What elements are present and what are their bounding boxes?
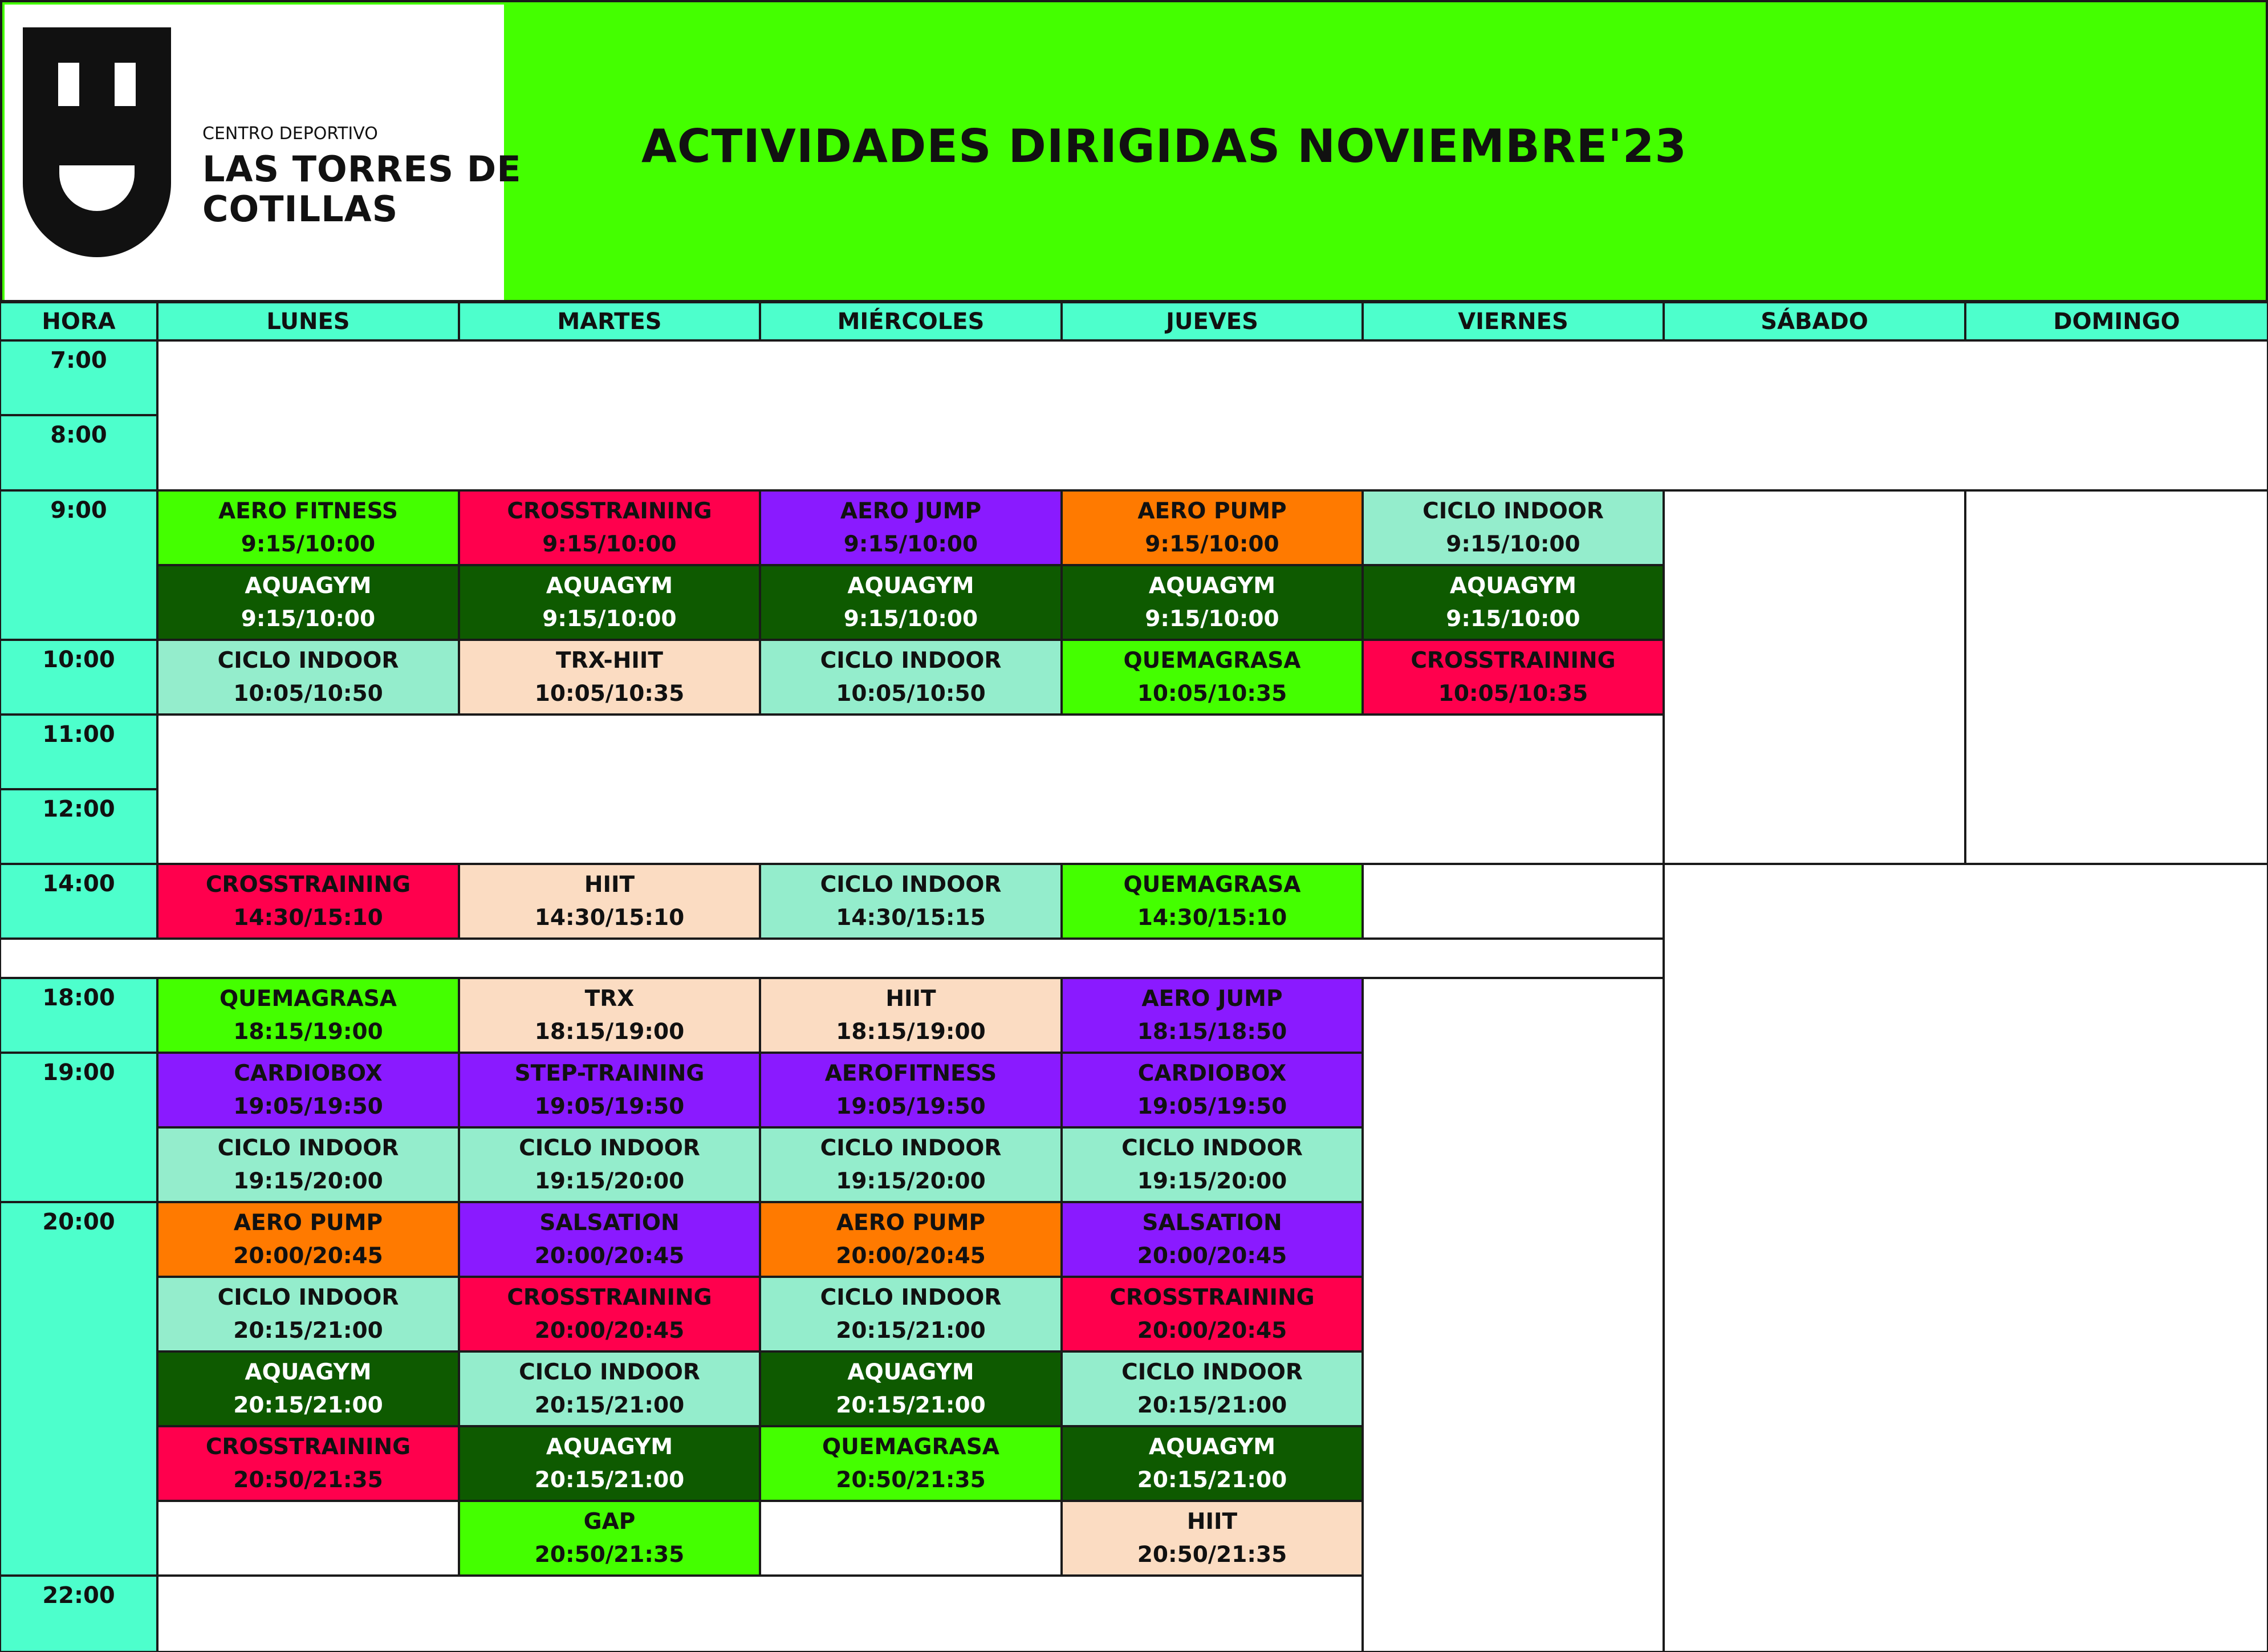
activity-cell xyxy=(1363,490,1664,565)
activity-time: 20:15/21:00 xyxy=(836,1317,986,1343)
activity-name: HIIT xyxy=(885,986,936,1012)
activity-time: 9:15/10:00 xyxy=(843,531,978,557)
activity-cell xyxy=(459,864,760,939)
activity-time: 18:15/19:00 xyxy=(836,1018,986,1045)
activity-time: 20:15/21:00 xyxy=(534,1467,685,1493)
activity-name: AERO FITNESS xyxy=(218,498,399,525)
activity-cell xyxy=(760,978,1062,1053)
activity-time: 9:15/10:00 xyxy=(843,606,978,632)
activity-name: GAP xyxy=(583,1509,636,1535)
activity-name: CROSSTRAINING xyxy=(507,498,712,525)
activity-cell xyxy=(760,1053,1062,1127)
activity-name: AQUAGYM xyxy=(847,573,974,599)
activity-name: AQUAGYM xyxy=(546,1434,673,1460)
activity-time: 20:15/21:00 xyxy=(233,1392,383,1418)
hour-label: 22:00 xyxy=(0,1576,157,1652)
activity-name: CARDIOBOX xyxy=(234,1061,383,1087)
activity-name: CICLO INDOOR xyxy=(1121,1135,1303,1162)
activity-name: STEP-TRAINING xyxy=(514,1061,705,1087)
activity-name: CARDIOBOX xyxy=(1137,1061,1287,1087)
activity-time: 20:15/21:00 xyxy=(534,1392,685,1418)
activity-time: 19:15/20:00 xyxy=(836,1168,986,1194)
activity-name: CICLO INDOOR xyxy=(519,1135,700,1162)
activity-name: CICLO INDOOR xyxy=(217,1135,399,1162)
activity-time: 20:00/20:45 xyxy=(1137,1317,1287,1343)
hour-label: 9:00 xyxy=(0,490,157,640)
activity-name: AERO PUMP xyxy=(836,1210,986,1236)
activity-time: 9:15/10:00 xyxy=(1145,531,1279,557)
activity-name: TRX-HIIT xyxy=(556,648,663,674)
hour-label: 10:00 xyxy=(0,640,157,715)
activity-time: 10:05/10:50 xyxy=(233,680,383,707)
activity-name: CICLO INDOOR xyxy=(217,1285,399,1311)
activity-cell xyxy=(157,490,459,565)
activity-cell xyxy=(1363,640,1664,715)
activity-time: 20:00/20:45 xyxy=(534,1317,685,1343)
activity-cell xyxy=(459,565,760,640)
activity-cell xyxy=(1062,864,1363,939)
activity-time: 9:15/10:00 xyxy=(241,531,376,557)
activity-name: AERO JUMP xyxy=(840,498,982,525)
activity-cell xyxy=(157,978,459,1053)
activity-cell xyxy=(459,1426,760,1501)
activity-time: 19:05/19:50 xyxy=(836,1093,986,1119)
activity-time: 20:15/21:00 xyxy=(836,1392,986,1418)
activity-time: 18:15/18:50 xyxy=(1137,1018,1287,1045)
activity-time: 20:15/21:00 xyxy=(1137,1392,1287,1418)
activity-time: 10:05/10:35 xyxy=(1137,680,1287,707)
activity-cell xyxy=(459,1053,760,1127)
empty-cell xyxy=(1363,864,1664,939)
activity-name: SALSATION xyxy=(539,1210,680,1236)
activity-cell xyxy=(157,565,459,640)
activity-time: 14:30/15:10 xyxy=(233,904,383,931)
activity-time: 10:05/10:35 xyxy=(1438,680,1588,707)
empty-cell xyxy=(157,715,1664,864)
hour-label: 7:00 xyxy=(0,340,157,415)
activity-name: AQUAGYM xyxy=(1148,573,1276,599)
activity-cell xyxy=(1363,565,1664,640)
activity-time: 14:30/15:10 xyxy=(534,904,685,931)
activity-name: AQUAGYM xyxy=(245,573,372,599)
empty-cell xyxy=(1664,490,1965,864)
activity-time: 9:15/10:00 xyxy=(1446,606,1580,632)
activity-name: AQUAGYM xyxy=(546,573,673,599)
activity-time: 10:05/10:50 xyxy=(836,680,986,707)
activity-cell xyxy=(1062,1351,1363,1426)
activity-cell xyxy=(1062,565,1363,640)
activity-name: AQUAGYM xyxy=(1449,573,1577,599)
activity-time: 9:15/10:00 xyxy=(542,606,677,632)
page-title: ACTIVIDADES DIRIGIDAS NOVIEMBRE'23 xyxy=(641,120,1688,173)
activity-name: QUEMAGRASA xyxy=(1123,648,1301,674)
activity-time: 19:15/20:00 xyxy=(233,1168,383,1194)
activity-cell xyxy=(1062,490,1363,565)
activity-time: 19:15/20:00 xyxy=(1137,1168,1287,1194)
hour-label: 19:00 xyxy=(0,1053,157,1202)
activity-time: 19:05/19:50 xyxy=(1137,1093,1287,1119)
activity-cell xyxy=(760,490,1062,565)
activity-time: 18:15/19:00 xyxy=(534,1018,685,1045)
activity-time: 20:50/21:35 xyxy=(836,1467,986,1493)
activity-cell xyxy=(459,1277,760,1351)
empty-cell xyxy=(1965,490,2268,864)
activity-cell xyxy=(1062,1127,1363,1202)
activity-cell xyxy=(760,1426,1062,1501)
activity-name: AERO PUMP xyxy=(233,1210,383,1236)
activity-cell xyxy=(760,640,1062,715)
activity-name: CROSSTRAINING xyxy=(1109,1285,1315,1311)
activity-name: CICLO INDOOR xyxy=(820,648,1002,674)
activity-time: 18:15/19:00 xyxy=(233,1018,383,1045)
activity-name: CICLO INDOOR xyxy=(519,1359,700,1386)
activity-cell xyxy=(459,1351,760,1426)
logo-subtitle: CENTRO DEPORTIVO xyxy=(202,124,378,144)
logo-line-1: LAS TORRES DE xyxy=(202,148,522,190)
activity-time: 20:00/20:45 xyxy=(534,1243,685,1269)
activity-cell xyxy=(459,1202,760,1277)
activity-time: 9:15/10:00 xyxy=(1145,606,1279,632)
activity-name: AQUAGYM xyxy=(1148,1434,1276,1460)
activity-time: 14:30/15:15 xyxy=(836,904,986,931)
activity-cell xyxy=(760,565,1062,640)
activity-cell xyxy=(760,864,1062,939)
activity-time: 20:00/20:45 xyxy=(836,1243,986,1269)
activity-time: 14:30/15:10 xyxy=(1137,904,1287,931)
activity-name: AEROFITNESS xyxy=(824,1061,997,1087)
activity-cell xyxy=(157,1053,459,1127)
activity-time: 19:05/19:50 xyxy=(233,1093,383,1119)
empty-cell xyxy=(760,1501,1062,1576)
activity-time: 9:15/10:00 xyxy=(241,606,376,632)
activity-name: SALSATION xyxy=(1142,1210,1282,1236)
activity-cell xyxy=(157,864,459,939)
activity-time: 20:00/20:45 xyxy=(1137,1243,1287,1269)
activity-name: CICLO INDOOR xyxy=(820,1135,1002,1162)
activity-time: 9:15/10:00 xyxy=(1446,531,1580,557)
activity-name: CROSSTRAINING xyxy=(1411,648,1616,674)
activity-cell xyxy=(1062,640,1363,715)
activity-cell xyxy=(760,1351,1062,1426)
activity-name: QUEMAGRASA xyxy=(220,986,397,1012)
activity-cell xyxy=(459,1501,760,1576)
activity-cell xyxy=(459,978,760,1053)
activity-cell xyxy=(760,1277,1062,1351)
activity-time: 20:00/20:45 xyxy=(233,1243,383,1269)
empty-cell xyxy=(1664,864,2268,1652)
activity-name: CROSSTRAINING xyxy=(507,1285,712,1311)
activity-cell xyxy=(157,1277,459,1351)
activity-cell xyxy=(1062,1426,1363,1501)
activity-name: CICLO INDOOR xyxy=(1422,498,1604,525)
empty-cell xyxy=(157,1501,459,1576)
hour-label: 8:00 xyxy=(0,415,157,490)
activity-cell xyxy=(1062,978,1363,1053)
activity-name: CROSSTRAINING xyxy=(205,1434,411,1460)
activity-time: 19:15/20:00 xyxy=(534,1168,685,1194)
activity-cell xyxy=(157,1127,459,1202)
activity-name: CICLO INDOOR xyxy=(820,872,1002,898)
activity-cell xyxy=(459,490,760,565)
hour-label: 20:00 xyxy=(0,1202,157,1576)
hour-label: 11:00 xyxy=(0,715,157,789)
activity-cell xyxy=(760,1202,1062,1277)
day-header: LUNES xyxy=(157,302,459,340)
activity-cell xyxy=(459,1127,760,1202)
day-header: DOMINGO xyxy=(1965,302,2268,340)
activity-name: AQUAGYM xyxy=(847,1359,974,1386)
activity-cell xyxy=(157,1426,459,1501)
activity-name: AERO JUMP xyxy=(1141,986,1283,1012)
activity-cell xyxy=(157,1202,459,1277)
hour-label: 14:00 xyxy=(0,864,157,939)
activity-cell xyxy=(157,1351,459,1426)
activity-name: AQUAGYM xyxy=(245,1359,372,1386)
activity-name: QUEMAGRASA xyxy=(1123,872,1301,898)
activity-name: CROSSTRAINING xyxy=(205,872,411,898)
activity-name: QUEMAGRASA xyxy=(822,1434,999,1460)
activity-name: TRX xyxy=(584,986,635,1012)
hour-header: HORA xyxy=(0,302,157,340)
activity-name: HIIT xyxy=(1186,1509,1238,1535)
day-header: MIÉRCOLES xyxy=(760,302,1062,340)
activity-time: 9:15/10:00 xyxy=(542,531,677,557)
day-header: VIERNES xyxy=(1363,302,1664,340)
logo-line-2: COTILLAS xyxy=(202,188,399,230)
hour-label: 12:00 xyxy=(0,789,157,864)
activity-time: 20:15/21:00 xyxy=(233,1317,383,1343)
activity-cell xyxy=(157,640,459,715)
empty-cell xyxy=(1363,978,1664,1652)
activity-time: 20:15/21:00 xyxy=(1137,1467,1287,1493)
activity-cell xyxy=(760,1127,1062,1202)
activity-time: 19:05/19:50 xyxy=(534,1093,685,1119)
activity-time: 20:50/21:35 xyxy=(233,1467,383,1493)
activity-cell xyxy=(1062,1277,1363,1351)
activity-cell xyxy=(459,640,760,715)
activity-cell xyxy=(1062,1501,1363,1576)
hour-label: 18:00 xyxy=(0,978,157,1053)
activity-time: 10:05/10:35 xyxy=(534,680,685,707)
activity-cell xyxy=(1062,1202,1363,1277)
day-header: SÁBADO xyxy=(1664,302,1965,340)
activity-name: CICLO INDOOR xyxy=(820,1285,1002,1311)
day-header: JUEVES xyxy=(1062,302,1363,340)
empty-cell xyxy=(157,1576,1363,1652)
empty-cell xyxy=(0,939,1664,978)
activity-name: HIIT xyxy=(584,872,635,898)
activity-name: CICLO INDOOR xyxy=(1121,1359,1303,1386)
activity-name: AERO PUMP xyxy=(1137,498,1287,525)
empty-cell xyxy=(157,340,2268,490)
activity-cell xyxy=(1062,1053,1363,1127)
activity-time: 20:50/21:35 xyxy=(1137,1541,1287,1568)
day-header: MARTES xyxy=(459,302,760,340)
activity-time: 20:50/21:35 xyxy=(534,1541,685,1568)
activity-name: CICLO INDOOR xyxy=(217,648,399,674)
